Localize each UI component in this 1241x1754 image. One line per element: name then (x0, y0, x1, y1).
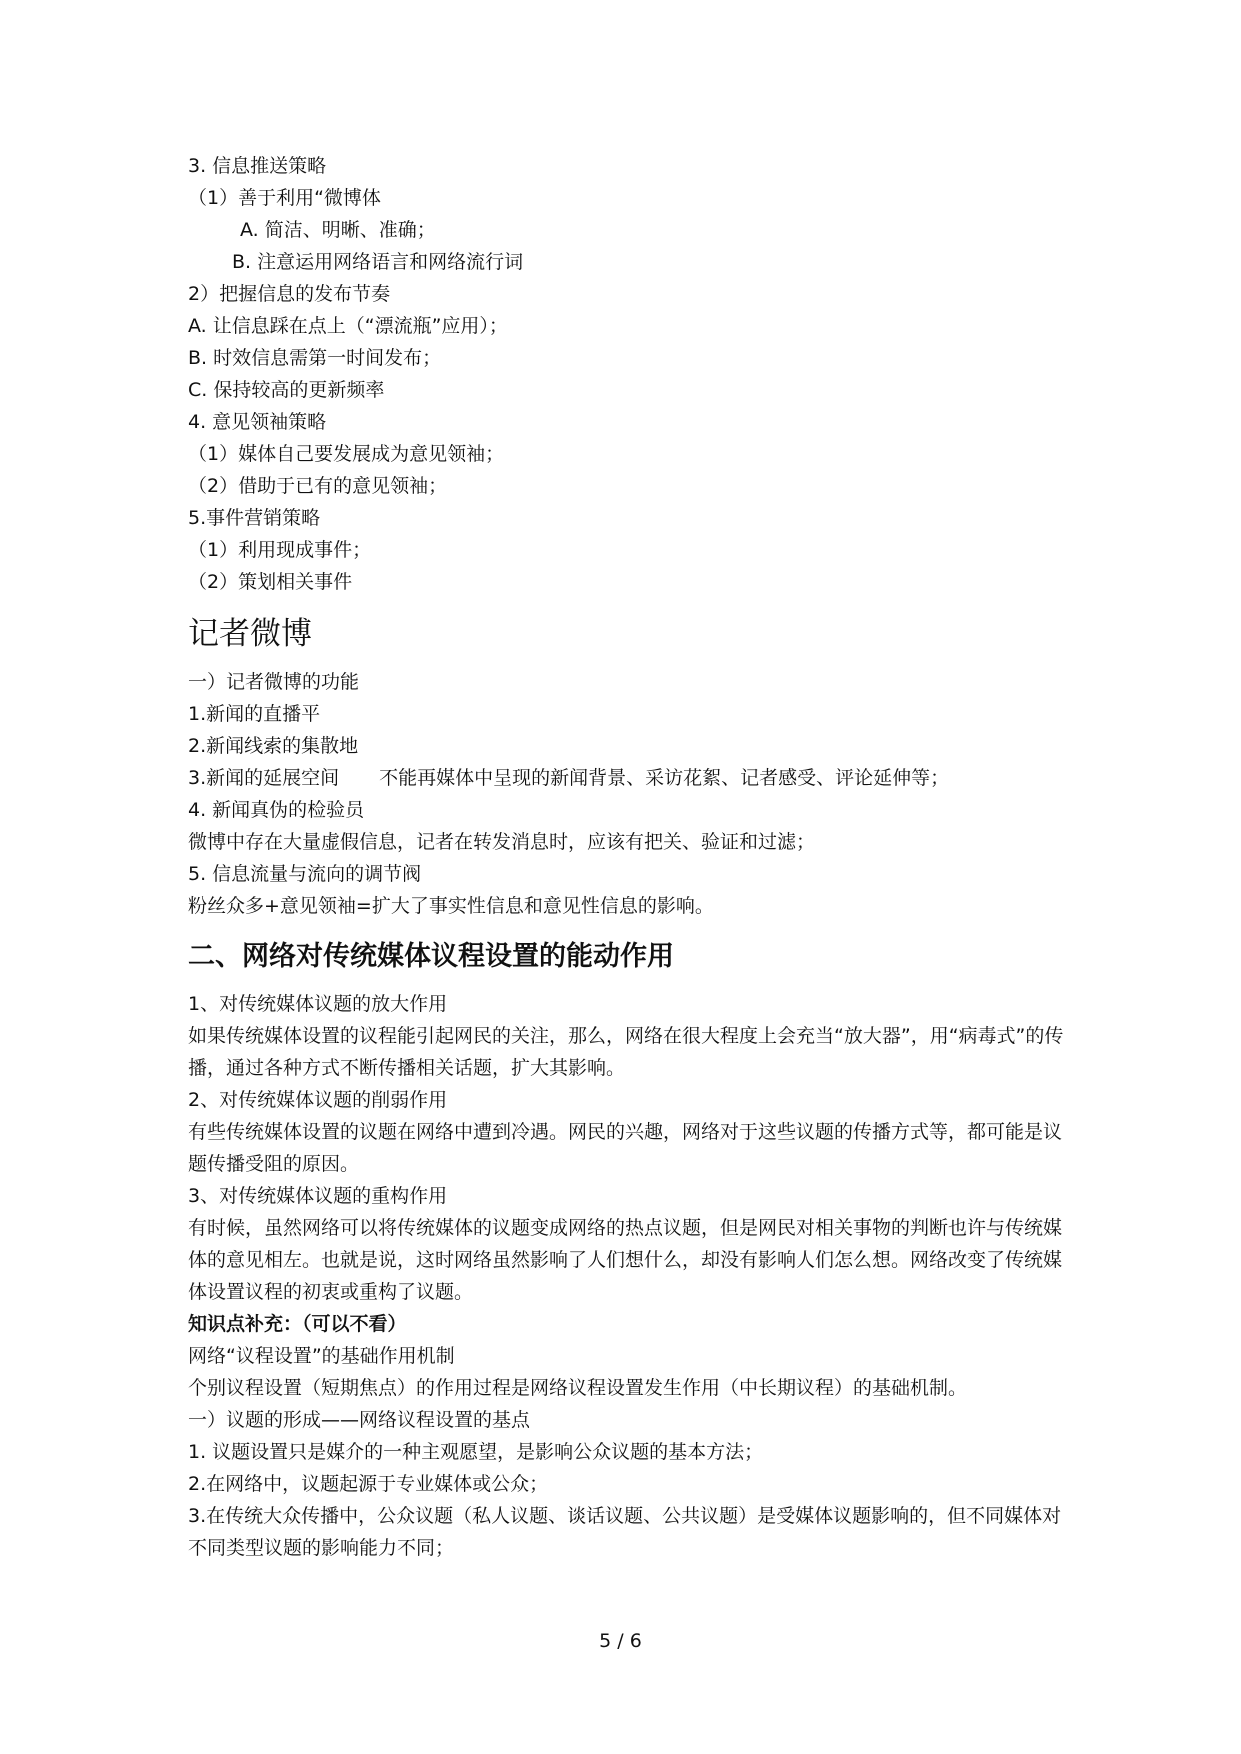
section-heading: 5.事件营销策略 (188, 507, 321, 529)
paragraph: 有些传统媒体设置的议题在网络中遭到冷遇。网民的兴趣，网络对于这些议题的传播方式等，都可能是议题传播受阻的原因。 (188, 1121, 1063, 1175)
list-item: 2.新闻线索的集散地 (188, 735, 359, 757)
sub-item: A. 简洁、明晰、准确； (240, 219, 436, 241)
list-item: 4. 新闻真伪的检验员 (188, 799, 365, 821)
list-item: 1.新闻的直播平 (188, 703, 321, 725)
sub-heading: 1、对传统媒体议题的放大作用 (188, 993, 448, 1015)
paragraph: 粉丝众多+意见领袖=扩大了事实性信息和意见性信息的影响。 (188, 895, 714, 917)
sub-heading: 一）记者微博的功能 (188, 671, 360, 693)
sub-item: （2）策划相关事件 (188, 571, 353, 593)
sub-heading: 一）议题的形成——网络议程设置的基点 (188, 1409, 531, 1431)
list-item-title: 3.新闻的延展空间 (188, 767, 340, 789)
list-item: 5. 信息流量与流向的调节阀 (188, 863, 422, 885)
sub-item: B. 时效信息需第一时间发布； (188, 347, 442, 369)
section-heading: 4. 意见领袖策略 (188, 411, 327, 433)
heading-network-agenda: 二、网络对传统媒体议程设置的能动作用 (188, 941, 674, 972)
paragraph: 如果传统媒体设置的议程能引起网民的关注，那么，网络在很大程度上会充当“放大器”，用“病毒式”的传播，通过各种方式不断传播相关话题，扩大其影响。 (188, 1025, 1064, 1079)
paragraph: 微博中存在大量虚假信息，记者在转发消息时，应该有把关、验证和过滤； (188, 831, 816, 853)
sub-item: C. 保持较高的更新频率 (188, 379, 385, 401)
list-item (188, 762, 949, 794)
sub-item: （2）借助于已有的意见领袖； (188, 475, 448, 497)
sub-item: B. 注意运用网络语言和网络流行词 (232, 251, 524, 273)
paragraph: 个别议程设置（短期焦点）的作用过程是网络议程设置发生作用（中长期议程）的基础机制。 (188, 1377, 968, 1399)
paragraph: 3.在传统大众传播中，公众议题（私人议题、谈话议题、公共议题）是受媒体议题影响的，但不同媒体对不同类型议题的影响能力不同； (188, 1505, 1062, 1559)
list-item-detail: 不能再媒体中呈现的新闻背景、采访花絮、记者感受、评论延伸等； (379, 767, 950, 789)
page-number: 5 / 6 (599, 1630, 642, 1652)
paragraph: 有时候，虽然网络可以将传统媒体的议题变成网络的热点议题，但是网民对相关事物的判断也许与传统媒体的意见相左。也就是说，这时网络虽然影响了人们想什么，却没有影响人们怎么想。网络改变了传统媒体设置议程的初衷或重构了议题。 (188, 1217, 1063, 1303)
sub-item: A. 让信息踩在点上（“漂流瓶”应用）； (188, 315, 508, 337)
sub-item: （1）善于利用“微博体 (188, 187, 381, 209)
list-item: 2.在网络中，议题起源于专业媒体或公众； (188, 1473, 549, 1495)
sub-item: 2）把握信息的发布节奏 (188, 283, 391, 305)
list-item: 1. 议题设置只是媒介的一种主观愿望，是影响公众议题的基本方法； (188, 1441, 764, 1463)
section-heading: 3. 信息推送策略 (188, 155, 327, 177)
supplement-heading: 知识点补充：（可以不看） (188, 1313, 407, 1335)
heading-reporter-weibo: 记者微博 (188, 616, 312, 652)
paragraph: 网络“议程设置”的基础作用机制 (188, 1345, 455, 1367)
sub-item: （1）利用现成事件； (188, 539, 372, 561)
sub-heading: 2、对传统媒体议题的削弱作用 (188, 1089, 448, 1111)
sub-item: （1）媒体自己要发展成为意见领袖； (188, 443, 505, 465)
sub-heading: 3、对传统媒体议题的重构作用 (188, 1185, 448, 1207)
